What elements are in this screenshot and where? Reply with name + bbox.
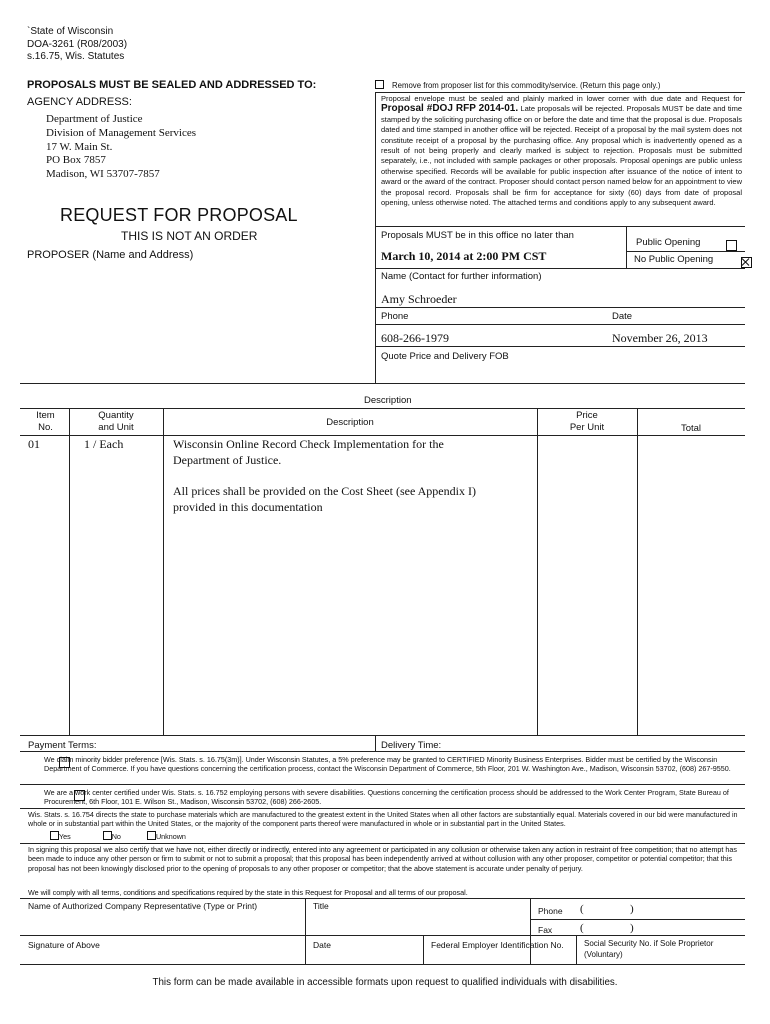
date2-field[interactable] — [313, 950, 423, 964]
remove-checkbox[interactable] — [375, 80, 384, 89]
fein-label: Federal Employer Identification No. — [431, 940, 564, 950]
address-line: Division of Management Services — [46, 126, 196, 139]
divider — [375, 307, 745, 308]
rep-name-field[interactable] — [28, 912, 304, 934]
divider — [20, 898, 745, 899]
row-quantity: 1 / Each — [84, 437, 124, 451]
proposal-number: Proposal #DOJ RFP 2014-01. — [381, 103, 519, 115]
divider — [530, 919, 745, 920]
col-header-qty-line: and Unit — [98, 422, 134, 433]
fob-label: Quote Price and Delivery FOB — [381, 351, 509, 362]
stats-text: Wis. Stats. s. 16.754 directs the state to purchase materials which are manufactured to the greatest extent in the United States when all other factors are substantially equal. Materials covered in our bid were manufactured in whole or in substantial part within the United States, or the majority of the component parts thereof were manufactured in whole or in substantial part in the United States. — [28, 810, 738, 829]
table-bottom-border — [20, 735, 745, 736]
column-divider — [537, 408, 538, 735]
phone-field[interactable] — [586, 903, 736, 917]
page-title: REQUEST FOR PROPOSAL — [60, 205, 298, 225]
col-header-total: Total — [680, 423, 702, 434]
fax-label: Fax — [538, 925, 553, 935]
divider — [20, 843, 745, 844]
signature-field[interactable] — [28, 950, 304, 964]
accessibility-footer: This form can be made available in accessible formats upon request to qualified individuals with disabilities. — [152, 977, 618, 988]
address-line: PO Box 7857 — [46, 154, 106, 167]
header-statute: s.16.75, Wis. Statutes — [27, 51, 125, 62]
table-caption: Description — [364, 395, 412, 406]
no-label: No — [111, 832, 121, 841]
fein-field[interactable] — [431, 950, 571, 964]
divider — [20, 808, 745, 809]
date-label: Date — [612, 311, 633, 322]
phone-paren-close: ) — [630, 903, 634, 915]
page-subtitle: THIS IS NOT AN ORDER — [121, 229, 258, 243]
divider — [20, 751, 745, 752]
no-public-opening-checkbox[interactable] — [741, 257, 752, 268]
minority-preference-text: We claim minority bidder preference [Wis. Stats. s. 16.75(3m)]. Under Wisconsin Statutes, a 5% preference may be granted to CERTIFIED Minority Business Enterprises. Bidder must be certified by the Wisconsin Department of Commerce. If you have questions concerning the certification process, contact the Wisconsin Department of Commerce, 5th Floor, 201 W. Washington Ave., Madison, Wisconsin 53702, (608) 267-9550. — [44, 755, 731, 774]
unknown-label: Unknown — [155, 832, 186, 841]
address-line: Department of Justice — [46, 113, 143, 125]
col-header-qty-line: Quantity — [98, 410, 134, 421]
contact-label: Name (Contact for further information) — [381, 271, 542, 282]
column-divider — [163, 408, 164, 735]
instructions-text — [381, 94, 742, 208]
work-center-text: We are a work center certified under Wis. Stats. s. 16.752 employing persons with severe disabilities. Questions concerning the certification process should be addressed to the Work Center Program, State Bureau of Procurement, 6th Floor, 101 E. Wilson St., Madison, Wisconsin 53702, (608) 266-2605. — [44, 788, 729, 807]
proposer-label: PROPOSER (Name and Address) — [27, 249, 194, 261]
fax-paren-open: ( — [580, 922, 584, 934]
signing-certification-text: In signing this proposal we also certify that we have not, either directly or indirectly, entered into any agreement or participated in any collusion or otherwise taken any action in restraint of free competition; that no attempt has been made to induce any other person or firm to submit or not to submit a proposal; that this proposal has been independently arrived at without collusion with any other proposer, competitor or potential competitor; that this proposal has not been knowingly disclosed prior to the opening of proposals to any other proposer or competitor; that the above statement is accurate under penalty of perjury. — [28, 845, 738, 873]
table-top-border — [20, 383, 745, 384]
divider — [20, 935, 745, 936]
contact-name: Amy Schroeder — [381, 292, 457, 306]
public-opening-label: Public Opening — [636, 237, 701, 248]
sealed-heading: PROPOSALS MUST BE SEALED AND ADDRESSED TO: — [27, 79, 317, 91]
agency-address — [46, 113, 196, 182]
col-header-item — [22, 410, 69, 434]
delivery-time-label: Delivery Time: — [381, 740, 442, 751]
col-header-item-line: Item — [36, 410, 55, 421]
header-state: `State of Wisconsin — [27, 26, 114, 37]
divider — [375, 324, 745, 325]
col-header-price-line: Per Unit — [569, 422, 605, 433]
column-divider — [423, 935, 424, 964]
right-box-top-border — [375, 92, 745, 93]
divider — [626, 226, 627, 268]
title-label: Title — [313, 901, 329, 911]
right-box-left-border — [375, 92, 376, 383]
description-line: All prices shall be provided on the Cost Sheet (see Appendix I) — [173, 484, 476, 498]
description-spacer — [173, 468, 476, 484]
deadline-value: March 10, 2014 at 2:00 PM CST — [381, 249, 547, 263]
address-line: 17 W. Main St. — [46, 140, 113, 153]
instructions-pre: Proposal envelope must be sealed and plainly marked in lower corner with due date and Request for — [381, 94, 742, 103]
column-divider — [69, 408, 70, 735]
phone2-label: Phone — [538, 906, 563, 916]
phone-value: 608-266-1979 — [381, 331, 449, 345]
instructions-post: Late proposals will be rejected. Proposals MUST be date and time stamped by the soliciting purchasing office on or before the date and time that the proposal is due. Proposals dated and time stamped in another office will be rejected. Receipt of a proposal by the mail system does not constitute receipt of a proposal by the purchasing office. Any proposal which is inadvertently opened as a result of not being properly and clearly marked is subject to rejection. Proposals must be submitted separately, i.e., not included with sample packages or other proposals. Proposal openings are public unless otherwise specified. Records will be available for public inspection after issuance of the notice of intent to award or the award of the contract. Proposer should contact person named below for an appointment to view the proposal record. Proposals shall be firm for acceptance for sixty (60) days from date of proposal opening, unless otherwise noted. The attached terms and conditions apply to any subsequent award. — [381, 104, 742, 208]
row-description — [173, 437, 476, 515]
divider — [375, 268, 745, 269]
ssn-label: Social Security No. if Sole Proprietor (Voluntary) — [584, 939, 714, 959]
form-header — [27, 26, 127, 64]
col-header-price-line: Price — [576, 410, 598, 421]
phone-paren-open: ( — [580, 903, 584, 915]
description-line: Department of Justice. — [173, 452, 282, 467]
divider — [20, 784, 745, 785]
col-header-description: Description — [326, 417, 374, 428]
date-value: November 26, 2013 — [612, 331, 708, 345]
remove-text: Remove from proposer list for this commodity/service. (Return this page only.) — [392, 81, 661, 90]
col-header-qty — [69, 410, 163, 434]
title-field[interactable] — [313, 912, 523, 934]
divider — [626, 251, 745, 252]
divider — [20, 964, 745, 965]
phone-label: Phone — [381, 311, 409, 322]
public-opening-checkbox[interactable] — [726, 240, 737, 251]
no-public-opening-label: No Public Opening — [634, 254, 714, 265]
description-line: Wisconsin Online Record Check Implementation for the — [173, 437, 444, 451]
row-item-no: 01 — [28, 437, 40, 451]
remove-from-list — [375, 80, 661, 90]
date2-label: Date — [313, 940, 331, 950]
col-header-price — [537, 410, 637, 434]
header-form-number: DOA-3261 (R08/2003) — [27, 38, 128, 50]
signature-label: Signature of Above — [28, 940, 100, 950]
column-divider — [375, 735, 376, 751]
yes-label: Yes — [59, 832, 71, 841]
agency-address-label: AGENCY ADDRESS: — [27, 96, 132, 108]
rep-name-label: Name of Authorized Company Representative (Type or Print) — [28, 901, 258, 911]
column-divider — [637, 408, 638, 735]
fax-paren-close: ) — [630, 922, 634, 934]
divider — [375, 346, 745, 347]
fax-field[interactable] — [586, 922, 736, 936]
description-line: provided in this documentation — [173, 499, 323, 514]
deadline-label: Proposals MUST be in this office no later than — [381, 230, 574, 241]
address-line: Madison, WI 53707-7857 — [46, 168, 160, 181]
comply-text: We will comply with all terms, conditions and specifications required by the state in this Request for Proposal and all terms of our proposal. — [28, 888, 468, 897]
unknown-checkbox[interactable] — [147, 831, 156, 840]
column-divider — [576, 935, 577, 964]
origin-options — [50, 831, 186, 841]
col-header-item-line: No. — [38, 422, 53, 433]
divider — [375, 226, 745, 227]
yes-checkbox[interactable] — [50, 831, 59, 840]
payment-terms-label: Payment Terms: — [28, 740, 97, 751]
no-checkbox[interactable] — [103, 831, 112, 840]
column-divider — [305, 898, 306, 964]
